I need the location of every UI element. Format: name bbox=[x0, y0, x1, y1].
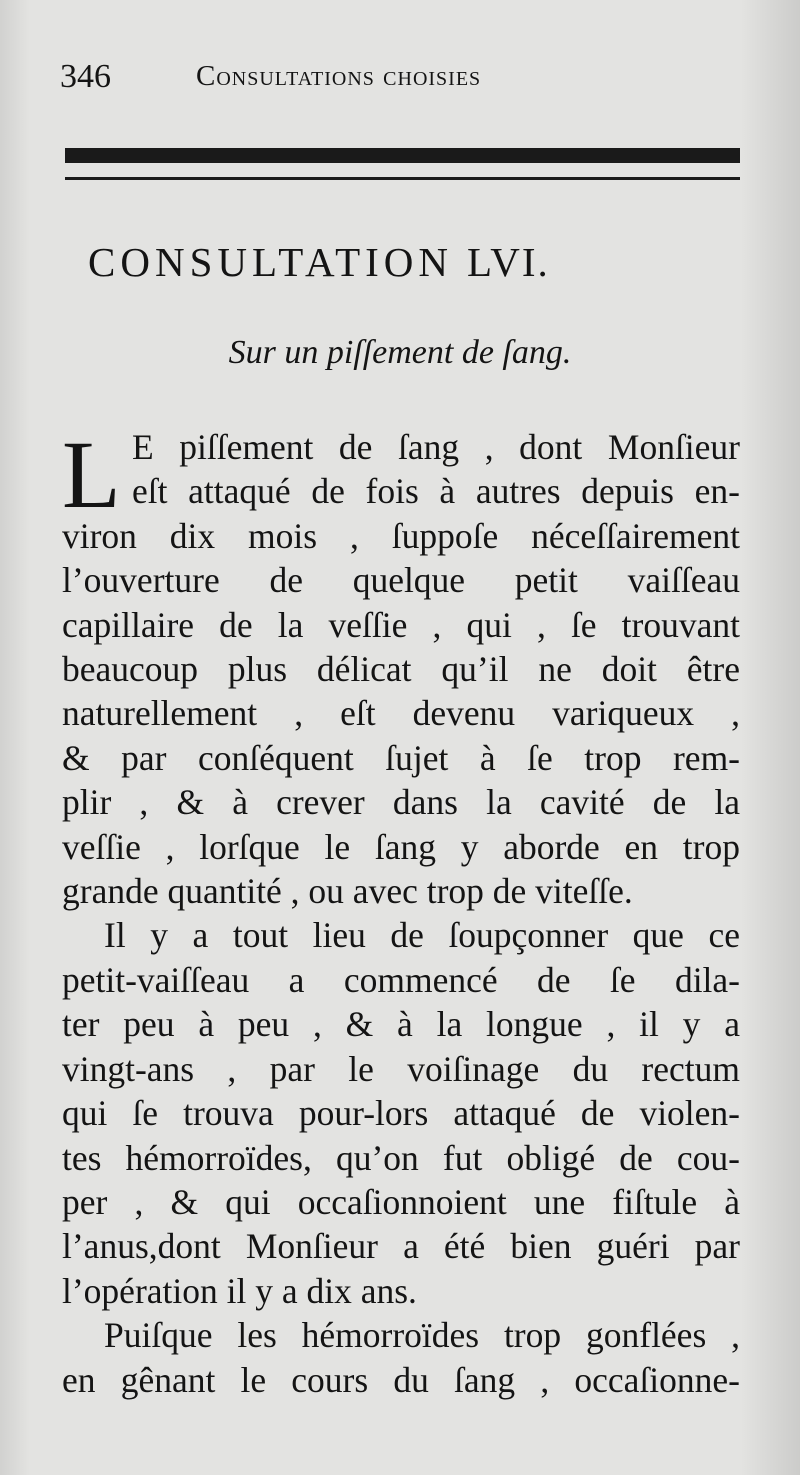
text-line: Il y a tout lieu de ſoupçonner que ce bbox=[104, 915, 740, 956]
chapter-subtitle: Sur un piſſement de ſang. bbox=[228, 334, 572, 371]
text-line: naturellement , eſt devenu variqueux , bbox=[62, 693, 740, 734]
text-line: viron dix mois , ſuppoſe néceſſairement bbox=[62, 515, 740, 556]
text-line: plir , & à crever dans la cavité de la bbox=[62, 782, 740, 823]
running-title: Consultations choisies bbox=[196, 60, 482, 92]
text-line: en gênant le cours du ſang , occaſionne- bbox=[62, 1359, 740, 1400]
chapter-heading bbox=[88, 238, 728, 286]
gutter-shadow bbox=[0, 0, 30, 1475]
text-line: veſſie , lorſque le ſang y aborde en trop bbox=[62, 826, 740, 867]
edge-shadow bbox=[740, 0, 800, 1475]
text-line: beaucoup plus délicat qu’il ne doit être bbox=[62, 649, 740, 690]
text-line: petit-vaiſſeau a commencé de ſe dila- bbox=[62, 959, 740, 1000]
text-line: l’ouverture de quelque petit vaiſſeau bbox=[62, 560, 740, 601]
chapter-heading-label: CONSULTATION bbox=[88, 239, 453, 285]
text-line: eſt attaqué de fois à autres depuis en- bbox=[132, 471, 740, 512]
text-line: & par conſéquent ſujet à ſe trop rem- bbox=[62, 737, 740, 778]
ornamental-rule-thick bbox=[65, 148, 740, 163]
running-head bbox=[60, 52, 690, 102]
text-line: capillaire de la veſſie , qui , ſe trouvant bbox=[62, 604, 740, 645]
page-number: 346 bbox=[60, 58, 111, 95]
text-line: qui ſe trouva pour-lors attaqué de violen- bbox=[62, 1093, 740, 1134]
drop-cap: L bbox=[62, 421, 121, 528]
text-line: l’anus,dont Monſieur a été bien guéri par bbox=[62, 1226, 740, 1267]
ornamental-rule-thin bbox=[65, 177, 740, 180]
chapter-number: LVI. bbox=[467, 239, 550, 285]
text-line: Puiſque les hémorroïdes trop gonflées , bbox=[104, 1315, 740, 1356]
text-line: grande quantité , ou avec trop de viteſſe. bbox=[62, 871, 633, 912]
text-line: per , & qui occaſionnoient une fiſtule à bbox=[62, 1181, 740, 1222]
text-line: l’opération il y a dix ans. bbox=[62, 1270, 417, 1311]
text-line: vingt-ans , par le voiſinage du rectum bbox=[62, 1048, 740, 1089]
text-line: E piſſement de ſang , dont Monſieur bbox=[132, 427, 740, 467]
text-line: tes hémorroïdes, qu’on fut obligé de cou- bbox=[62, 1137, 740, 1178]
text-line: ter peu à peu , & à la longue , il y a bbox=[62, 1004, 740, 1045]
body-text bbox=[62, 421, 740, 1402]
